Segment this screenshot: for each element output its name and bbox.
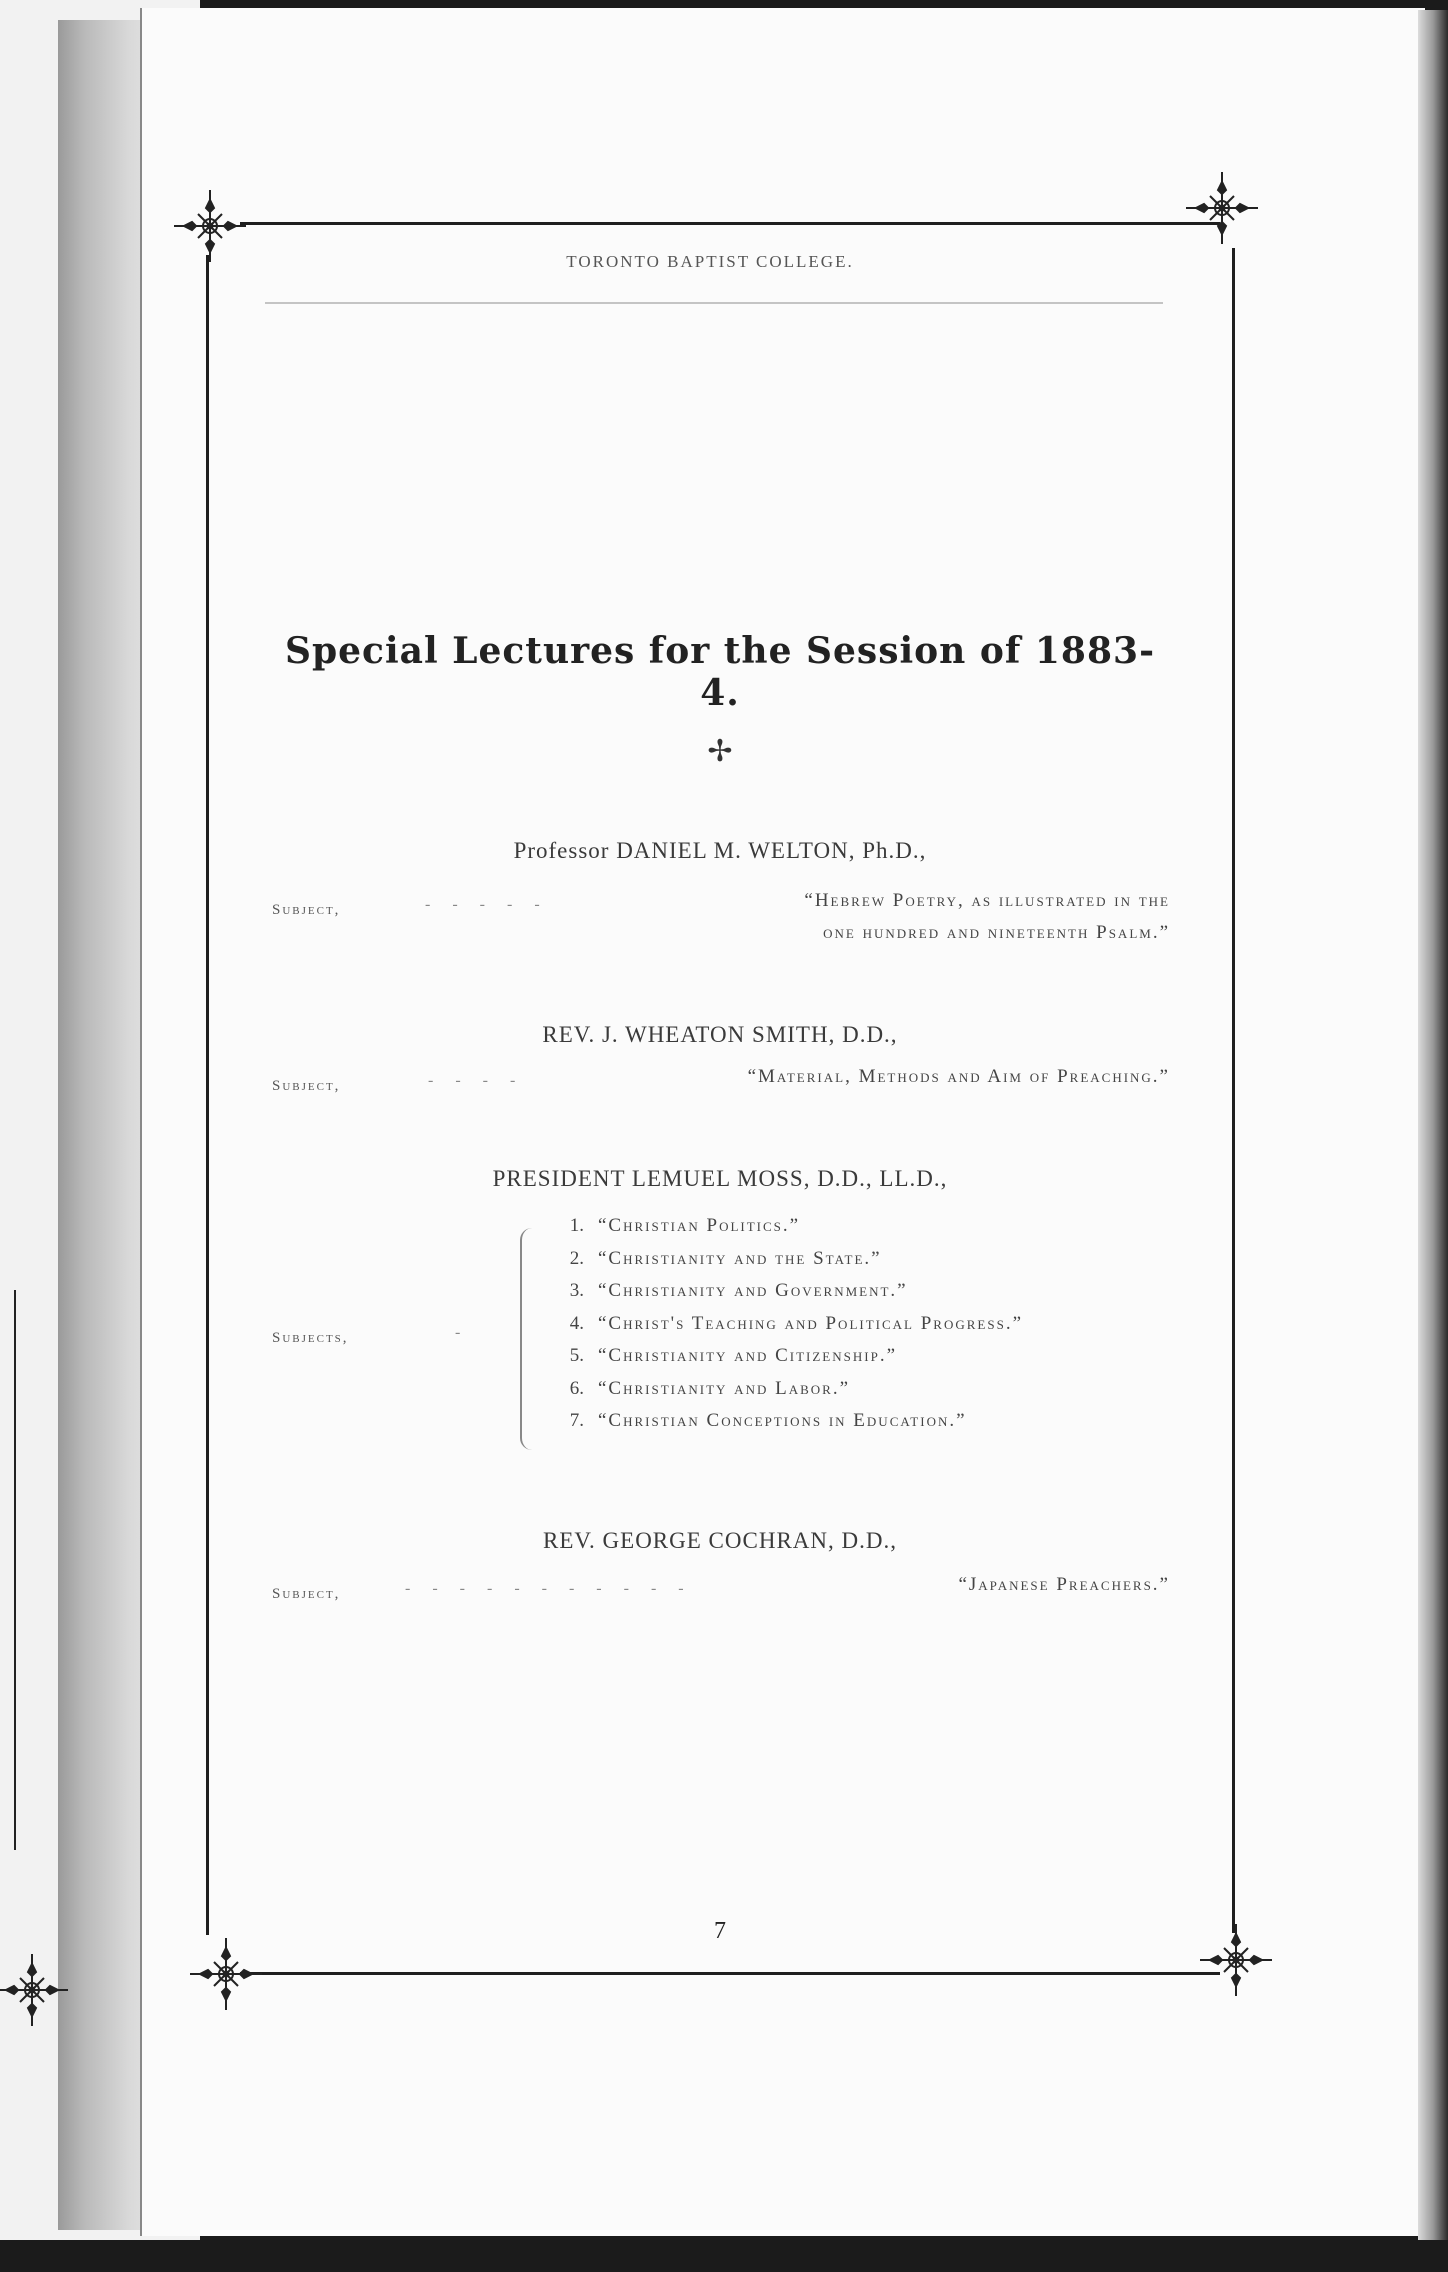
- lecture-1-subject-line-2: one hundred and nineteenth Psalm.”: [823, 922, 1170, 943]
- corner-ornament-top-right-icon: [1182, 168, 1262, 248]
- lecture-1-subject-line-1: “Hebrew Poetry, as illustrated in the: [804, 890, 1170, 911]
- corner-ornament-top-left-icon: [170, 186, 250, 266]
- lecture-4-leader-dots: -----------: [405, 1580, 706, 1597]
- list-item: [552, 1378, 1023, 1411]
- list-item: [552, 1280, 1023, 1313]
- list-item-text: “Christianity and Government.”: [598, 1280, 908, 1301]
- lecture-4-subject: “Japanese Preachers.”: [958, 1574, 1170, 1595]
- left-page-ornament-icon: [0, 1950, 72, 2030]
- list-item: [552, 1345, 1023, 1378]
- frame-top-rule: [240, 222, 1220, 225]
- left-page-frame-line: [14, 1290, 16, 1850]
- list-item-text: “Christianity and Labor.”: [598, 1377, 851, 1399]
- lecture-3-leader-dot: -: [455, 1324, 483, 1341]
- running-header: TORONTO BAPTIST COLLEGE.: [566, 252, 854, 271]
- list-item: [552, 1313, 1023, 1346]
- list-item: [552, 1215, 1023, 1248]
- page-title: Special Lectures for the Session of 1883-4.: [284, 630, 1156, 714]
- list-item-text: “Christianity and Citizenship.”: [598, 1345, 897, 1366]
- lecture-1-leader-dots: -----: [425, 896, 562, 913]
- frame-bottom-rule: [240, 1972, 1220, 1975]
- frame-left-rule: [206, 255, 209, 1935]
- page-number: 7: [714, 1918, 726, 1944]
- list-item-number: 6.: [569, 1377, 584, 1399]
- list-item-text: “Christian Conceptions in Education.”: [598, 1410, 967, 1431]
- lecture-3-subject-list: [552, 1215, 1023, 1443]
- list-item-text: “Christ's Teaching and Political Progress.”: [598, 1312, 1024, 1334]
- header-rule: [265, 302, 1163, 304]
- list-item-number: 2.: [569, 1247, 584, 1269]
- lecture-4-subject-label: Subject,: [272, 1586, 341, 1602]
- dagger-separator-icon: ✢: [707, 735, 733, 768]
- list-item: [552, 1248, 1023, 1281]
- corner-ornament-bottom-left-icon: [186, 1934, 266, 2014]
- list-item-number: 1.: [569, 1215, 584, 1236]
- lecture-4-speaker: REV. GEORGE COCHRAN, D.D.,: [543, 1528, 897, 1553]
- lecture-1-speaker: Professor DANIEL M. WELTON, Ph.D.,: [513, 838, 927, 863]
- list-item-number: 3.: [569, 1280, 584, 1301]
- page-right-edge: [1418, 10, 1448, 2240]
- frame-right-rule: [1232, 248, 1235, 1933]
- list-item-text: “Christianity and the State.”: [598, 1247, 882, 1269]
- subjects-brace: [520, 1228, 536, 1450]
- lecture-3-subjects-label: Subjects,: [272, 1330, 349, 1346]
- lecture-2-subject: “Material, Methods and Aim of Preaching.”: [747, 1066, 1170, 1087]
- lecture-2-subject-label: Subject,: [272, 1078, 341, 1094]
- lecture-2-leader-dots: ----: [428, 1072, 538, 1089]
- list-item-number: 5.: [569, 1345, 584, 1366]
- lecture-1-subject-label: Subject,: [272, 902, 341, 918]
- lecture-2-speaker: REV. J. WHEATON SMITH, D.D.,: [542, 1022, 898, 1047]
- lecture-3-speaker: PRESIDENT LEMUEL MOSS, D.D., LL.D.,: [492, 1166, 948, 1191]
- list-item: [552, 1410, 1023, 1443]
- list-item-number: 7.: [569, 1410, 584, 1431]
- list-item-number: 4.: [569, 1312, 584, 1334]
- list-item-text: “Christian Politics.”: [598, 1215, 801, 1236]
- corner-ornament-bottom-right-icon: [1196, 1920, 1276, 2000]
